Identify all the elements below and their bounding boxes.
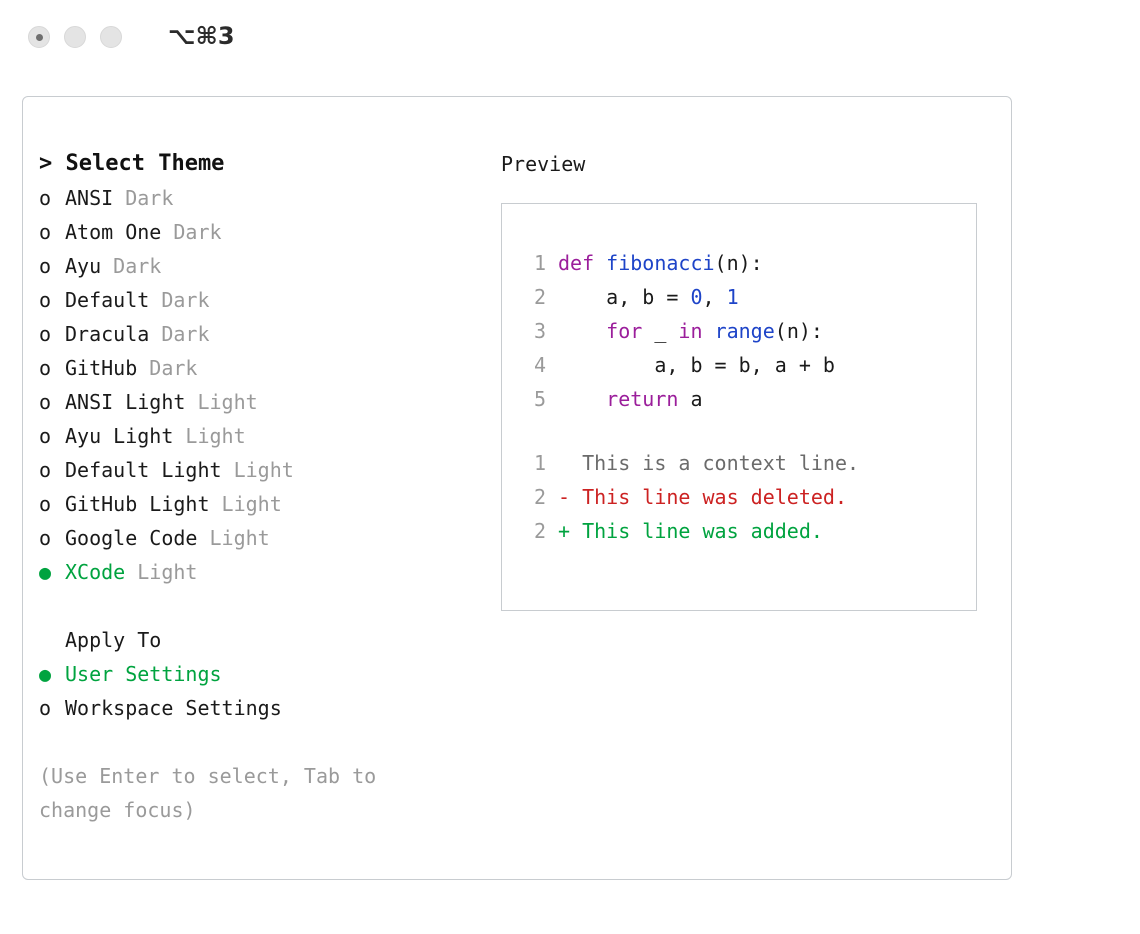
- radio-unselected-icon: o: [39, 458, 52, 482]
- theme-option-list[interactable]: [39, 181, 489, 589]
- apply-to-option-workspace-settings[interactable]: [39, 691, 489, 725]
- theme-option-label: Default Light: [65, 458, 222, 482]
- theme-selector-column: [39, 147, 489, 827]
- keyboard-hint-text: (Use Enter to select, Tab to change focus): [39, 764, 389, 822]
- theme-option-label: Ayu Light: [65, 424, 174, 448]
- column-spacer: [39, 589, 489, 623]
- code-token: [703, 319, 715, 343]
- code-line: [520, 280, 976, 314]
- radio-unselected-icon: o: [39, 696, 52, 720]
- line-number: 1: [533, 251, 546, 275]
- code-token: return: [606, 387, 679, 411]
- apply-to-option-label: User Settings: [65, 662, 222, 686]
- theme-option-label: Atom One: [65, 220, 162, 244]
- apply-to-title: Apply To: [65, 628, 162, 652]
- keyboard-shortcut-label: ⌥⌘3: [168, 22, 235, 50]
- theme-option-ayu-light[interactable]: [39, 419, 489, 453]
- line-number: 3: [533, 319, 546, 343]
- code-token: [558, 319, 606, 343]
- theme-option-kind: Light: [221, 492, 282, 516]
- code-line: [520, 382, 976, 416]
- code-line: [520, 246, 976, 280]
- theme-option-atom-one[interactable]: [39, 215, 489, 249]
- preview-title: Preview: [501, 152, 586, 176]
- theme-option-label: GitHub: [65, 356, 138, 380]
- radio-unselected-icon: o: [39, 186, 52, 210]
- radio-unselected-icon: o: [39, 254, 52, 278]
- code-token: a: [678, 387, 703, 411]
- theme-option-label: XCode: [65, 560, 126, 584]
- radio-unselected-icon: o: [39, 526, 52, 550]
- code-token: in: [678, 319, 703, 343]
- diff-line: [520, 480, 976, 514]
- theme-option-kind: Light: [233, 458, 294, 482]
- select-theme-title: > Select Theme: [39, 151, 225, 176]
- theme-option-google-code[interactable]: [39, 521, 489, 555]
- line-number: 5: [533, 387, 546, 411]
- window-dot-maximize-icon[interactable]: [100, 26, 122, 48]
- theme-option-xcode[interactable]: [39, 555, 489, 589]
- diff-sample: [520, 446, 976, 548]
- theme-option-kind: Dark: [125, 186, 174, 210]
- code-token: ,: [702, 285, 727, 309]
- code-token: 1: [726, 285, 739, 309]
- theme-option-github-light[interactable]: [39, 487, 489, 521]
- code-token: a, b = b, a + b: [558, 353, 835, 377]
- theme-option-label: GitHub Light: [65, 492, 210, 516]
- main-panel: [22, 96, 1012, 880]
- theme-option-kind: Dark: [161, 288, 210, 312]
- theme-option-ayu[interactable]: [39, 249, 489, 283]
- window-dot-minimize-icon[interactable]: [64, 26, 86, 48]
- theme-option-kind: Dark: [161, 322, 210, 346]
- code-line: [520, 314, 976, 348]
- theme-option-kind: Dark: [173, 220, 222, 244]
- theme-option-label: Ayu: [65, 254, 102, 278]
- radio-selected-icon: ●: [39, 662, 52, 686]
- theme-option-github[interactable]: [39, 351, 489, 385]
- diff-line: [520, 514, 976, 548]
- apply-to-option-label: Workspace Settings: [65, 696, 282, 720]
- radio-unselected-icon: o: [39, 220, 52, 244]
- theme-option-label: Google Code: [65, 526, 198, 550]
- line-number: 2: [533, 519, 546, 543]
- theme-option-label: ANSI Light: [65, 390, 186, 414]
- code-line: [520, 348, 976, 382]
- diff-text: + This line was added.: [558, 519, 823, 543]
- code-token: def: [558, 251, 607, 275]
- preview-box: [501, 203, 977, 611]
- theme-option-label: ANSI: [65, 186, 114, 210]
- code-token: fibonacci: [606, 251, 715, 275]
- diff-line: [520, 446, 976, 480]
- code-token: range: [714, 319, 775, 343]
- radio-unselected-icon: o: [39, 288, 52, 312]
- apply-to-option-list[interactable]: [39, 657, 489, 725]
- diff-text: This is a context line.: [558, 451, 860, 475]
- code-token: (n):: [774, 319, 823, 343]
- preview-column: [501, 147, 1001, 611]
- code-sample: [520, 246, 976, 416]
- theme-option-kind: Light: [197, 390, 258, 414]
- theme-option-kind: Light: [209, 526, 270, 550]
- line-number: 4: [533, 353, 546, 377]
- theme-option-dracula[interactable]: [39, 317, 489, 351]
- window-dot-close-icon[interactable]: [28, 26, 50, 48]
- theme-option-label: Dracula: [65, 322, 150, 346]
- theme-option-ansi[interactable]: [39, 181, 489, 215]
- code-token: [558, 387, 606, 411]
- code-token: (n):: [714, 251, 763, 275]
- window-titlebar: [0, 0, 1140, 76]
- radio-selected-icon: ●: [39, 560, 52, 584]
- line-number: 2: [533, 285, 546, 309]
- code-diff-gap: [520, 416, 976, 446]
- code-token: 0: [690, 285, 703, 309]
- theme-option-kind: Light: [137, 560, 198, 584]
- radio-unselected-icon: o: [39, 390, 52, 414]
- radio-unselected-icon: o: [39, 424, 52, 448]
- diff-text: - This line was deleted.: [558, 485, 847, 509]
- line-number: 2: [533, 485, 546, 509]
- radio-unselected-icon: o: [39, 322, 52, 346]
- window-controls[interactable]: [28, 26, 122, 48]
- theme-option-ansi-light[interactable]: [39, 385, 489, 419]
- apply-to-option-user-settings[interactable]: [39, 657, 489, 691]
- code-token: a, b =: [558, 285, 691, 309]
- theme-option-default-light[interactable]: [39, 453, 489, 487]
- code-token: for: [606, 319, 643, 343]
- theme-option-label: Default: [65, 288, 150, 312]
- line-number: 1: [533, 451, 546, 475]
- code-token: _: [642, 319, 679, 343]
- theme-option-kind: Dark: [113, 254, 162, 278]
- theme-option-kind: Dark: [149, 356, 198, 380]
- theme-option-kind: Light: [185, 424, 246, 448]
- radio-unselected-icon: o: [39, 356, 52, 380]
- theme-option-default[interactable]: [39, 283, 489, 317]
- radio-unselected-icon: o: [39, 492, 52, 516]
